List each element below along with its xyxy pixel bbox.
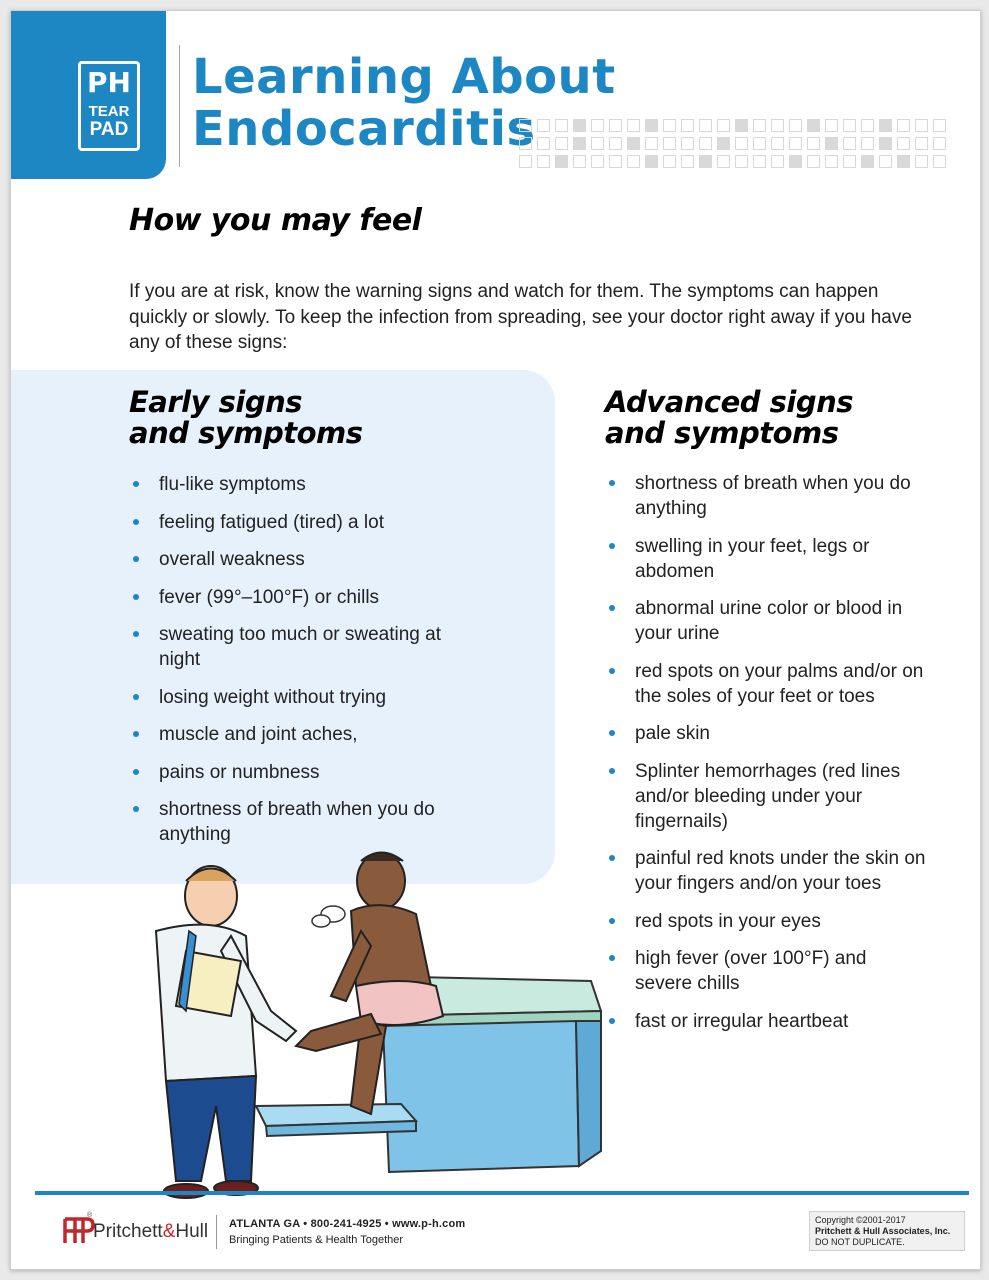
tagline: Bringing Patients & Health Together [229, 1234, 404, 1246]
grid-cell [843, 155, 856, 168]
grid-cell [555, 155, 568, 168]
grid-cell [735, 155, 748, 168]
copyright-line-2: Pritchett & Hull Associates, Inc. [815, 1226, 951, 1236]
footer-vertical-divider [216, 1215, 217, 1249]
grid-cell [627, 155, 640, 168]
grid-cell [681, 119, 694, 132]
intro-paragraph: If you are at risk, know the warning signs and watch for them. The symptoms can happen quickly or slowly. To keep the infection from spreading, see your doctor right away if you have any of these signs: [129, 281, 912, 353]
grid-cell [807, 119, 820, 132]
list-item: abnormal urine color or blood in your urine [607, 596, 927, 646]
company-name [93, 1221, 208, 1243]
grid-cell [591, 119, 604, 132]
grid-cell [825, 137, 838, 150]
grid-cell [825, 119, 838, 132]
grid-cell [807, 137, 820, 150]
list-item: flu-like symptoms [131, 472, 451, 497]
grid-cell [897, 119, 910, 132]
grid-cell [717, 155, 730, 168]
grid-cell [663, 137, 676, 150]
grid-cell [771, 119, 784, 132]
list-item: overall weakness [131, 547, 451, 572]
grid-cell [879, 137, 892, 150]
list-item: fast or irregular heartbeat [607, 1009, 927, 1034]
grid-cell [789, 155, 802, 168]
advanced-signs-heading [605, 387, 853, 449]
list-item: pale skin [607, 721, 927, 746]
grid-cell [663, 119, 676, 132]
grid-cell [753, 137, 766, 150]
grid-cell [519, 155, 532, 168]
grid-cell [627, 119, 640, 132]
section-heading: How you may feel [129, 203, 422, 238]
pritchett-hull-logo-icon [61, 1216, 97, 1246]
grid-cell [933, 137, 946, 150]
grid-cell [861, 155, 874, 168]
grid-cell [681, 137, 694, 150]
company-ampersand: & [162, 1221, 176, 1242]
grid-cell [771, 155, 784, 168]
logo-mark: PH [87, 66, 131, 99]
list-item: pains or numbness [131, 760, 451, 785]
early-signs-heading [129, 387, 362, 449]
early-heading-line-2: and symptoms [129, 416, 363, 450]
grid-cell [537, 155, 550, 168]
grid-cell [879, 155, 892, 168]
company-name-part1: Pritchett [93, 1221, 163, 1242]
grid-cell [915, 137, 928, 150]
tear-pad-logo [11, 11, 166, 179]
grid-cell [807, 155, 820, 168]
copyright-line-3: DO NOT DUPLICATE. [815, 1237, 905, 1247]
grid-cell [699, 137, 712, 150]
list-item: red spots on your palms and/or on the soles of your feet or toes [607, 659, 927, 709]
list-item: fever (99°–100°F) or chills [131, 585, 451, 610]
grid-cell [897, 137, 910, 150]
grid-cell [843, 137, 856, 150]
grid-cell [771, 137, 784, 150]
doctor-patient-illustration [71, 836, 611, 1211]
handout-page [10, 10, 981, 1270]
grid-cell [717, 137, 730, 150]
grid-cell [699, 155, 712, 168]
grid-cell [645, 137, 658, 150]
list-item: shortness of breath when you do anything [607, 471, 927, 521]
grid-cell [555, 119, 568, 132]
grid-cell [735, 137, 748, 150]
list-item: shortness of breath when you do anything [131, 797, 451, 847]
contact-block [229, 1216, 465, 1248]
grid-cell [609, 137, 622, 150]
grid-cell [537, 119, 550, 132]
early-heading-line-1: Early signs [129, 385, 302, 419]
grid-cell [699, 119, 712, 132]
advanced-heading-line-2: and symptoms [605, 416, 839, 450]
footer-divider [35, 1191, 969, 1195]
grid-cell [897, 155, 910, 168]
copyright-box [809, 1211, 965, 1251]
grid-cell [609, 155, 622, 168]
title-line-1: Learning About [192, 49, 616, 105]
contact-line: ATLANTA GA • 800-241-4925 • www.p-h.com [229, 1218, 466, 1230]
title-line-2: Endocarditis [192, 101, 536, 157]
grid-cell [861, 137, 874, 150]
grid-cell [789, 119, 802, 132]
grid-cell [573, 155, 586, 168]
list-item: red spots in your eyes [607, 909, 927, 934]
grid-cell [861, 119, 874, 132]
grid-cell [933, 119, 946, 132]
list-item: swelling in your feet, legs or abdomen [607, 534, 927, 584]
early-signs-list [131, 472, 451, 847]
grid-cell [573, 137, 586, 150]
grid-cell [537, 137, 550, 150]
list-item: sweating too much or sweating at night [131, 622, 451, 672]
grid-cell [915, 155, 928, 168]
grid-cell [627, 137, 640, 150]
list-item: losing weight without trying [131, 685, 451, 710]
copyright-line-1: Copyright ©2001-2017 [815, 1215, 906, 1225]
list-item: muscle and joint aches, [131, 722, 451, 747]
list-item: feeling fatigued (tired) a lot [131, 510, 451, 535]
grid-cell [681, 155, 694, 168]
grid-cell [753, 119, 766, 132]
grid-cell [879, 119, 892, 132]
advanced-signs-list [607, 471, 927, 1034]
tear-pad-logo-frame [78, 61, 140, 151]
grid-cell [753, 155, 766, 168]
logo-pad-text: PAD [89, 119, 129, 140]
doctor-figure [156, 866, 296, 1198]
registered-mark: ® [87, 1212, 93, 1219]
grid-cell [519, 137, 532, 150]
grid-cell [645, 119, 658, 132]
advanced-heading-line-1: Advanced signs [605, 385, 854, 419]
logo-tear-text: TEAR [88, 103, 130, 120]
grid-cell [519, 119, 532, 132]
company-name-part2: Hull [175, 1221, 209, 1242]
grid-cell [717, 119, 730, 132]
list-item: Splinter hemorrhages (red lines and/or bleeding under your fingernails) [607, 759, 927, 834]
grid-cell [789, 137, 802, 150]
list-item: painful red knots under the skin on your fingers and/on your toes [607, 846, 927, 896]
grid-cell [825, 155, 838, 168]
grid-cell [555, 137, 568, 150]
grid-cell [663, 155, 676, 168]
grid-cell [591, 155, 604, 168]
list-item: high fever (over 100°F) and severe chills [607, 946, 927, 996]
grid-cell [573, 119, 586, 132]
grid-cell [843, 119, 856, 132]
grid-cell [645, 155, 658, 168]
header-divider [179, 45, 180, 167]
grid-cell [591, 137, 604, 150]
decorative-grid-pattern [519, 119, 959, 169]
grid-cell [609, 119, 622, 132]
grid-cell [933, 155, 946, 168]
grid-cell [915, 119, 928, 132]
grid-cell [735, 119, 748, 132]
